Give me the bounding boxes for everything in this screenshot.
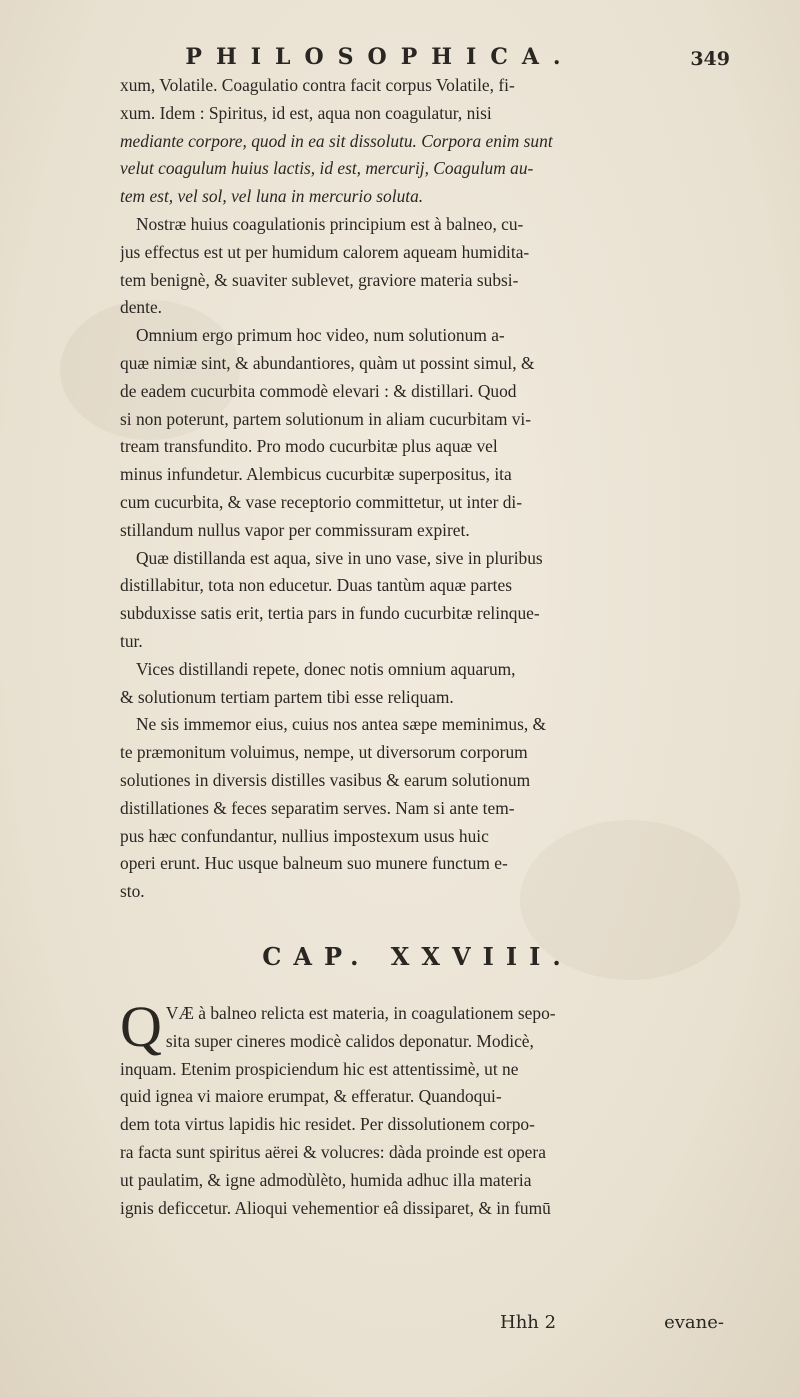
text-line: quid ignea vi maiore erumpat, & efferatur. Quandoqui- bbox=[120, 1086, 502, 1107]
text-line: inquam. Etenim prospiciendum hic est attentissimè, ut ne bbox=[120, 1058, 519, 1079]
text-line: subduxisse satis erit, tertia pars in fundo cucurbitæ relinque- bbox=[120, 603, 540, 624]
running-title: PHILOSOPHICA. bbox=[185, 44, 575, 70]
text-line: VÆ à balneo relicta est materia, in coagulationem sepo- bbox=[165, 1003, 556, 1023]
text-line: tream transfundito. Pro modo cucurbitæ plus aquæ vel bbox=[120, 436, 498, 457]
text-line: Omnium ergo primum hoc video, num solutionum a- bbox=[136, 325, 505, 346]
text-line: dem tota virtus lapidis hic residet. Per dissolutionem corpo- bbox=[120, 1114, 535, 1135]
text-line: ignis deficcetur. Alioqui vehementior eâ dissiparet, & in fumū bbox=[120, 1197, 551, 1218]
signature-mark: Hhh 2 bbox=[500, 1312, 557, 1333]
text-line: velut coagulum huius lactis, id est, mercurij, Coagulum au- bbox=[120, 158, 534, 179]
text-line: minus infundetur. Alembicus cucurbitæ superpositus, ita bbox=[120, 464, 512, 485]
paragraph bbox=[120, 72, 715, 211]
text-line: tem est, vel sol, vel luna in mercurio soluta. bbox=[120, 186, 424, 207]
catchword: evane- bbox=[664, 1312, 724, 1333]
text-line: xum, Volatile. Coagulatio contra facit corpus Volatile, fi- bbox=[120, 75, 515, 95]
text-line: te præmonitum voluimus, nempe, ut diversorum corporum bbox=[120, 742, 528, 763]
paragraph bbox=[120, 322, 715, 544]
text-line: xum. Idem : Spiritus, id est, aqua non coagulatur, nisi bbox=[120, 102, 492, 123]
text-line: cum cucurbita, & vase receptorio committetur, ut inter di- bbox=[120, 491, 523, 512]
paragraph bbox=[120, 656, 715, 712]
text-line: stillandum nullus vapor per commissuram expiret. bbox=[120, 519, 470, 540]
chapter-text bbox=[120, 994, 715, 1222]
text-line: ra facta sunt spiritus aërei & volucres: dàda proinde est opera bbox=[120, 1141, 546, 1162]
paragraph bbox=[120, 711, 715, 906]
chapter-heading: CAP. XXVIII. bbox=[262, 942, 573, 971]
paragraph bbox=[120, 545, 715, 656]
text-line: operi erunt. Huc usque balneum suo munere functum e- bbox=[120, 853, 508, 874]
text-line: jus effectus est ut per humidum calorem aqueam humidita- bbox=[120, 241, 530, 262]
text-line: Quæ distillanda est aqua, sive in uno vase, sive in pluribus bbox=[136, 547, 543, 568]
text-line: distillabitur, tota non educetur. Duas tantùm aquæ partes bbox=[120, 575, 512, 596]
text-line: solutiones in diversis distilles vasibus & earum solutionum bbox=[120, 769, 531, 790]
text-line: tem benignè, & suaviter sublevet, graviore materia subsi- bbox=[120, 269, 519, 290]
text-line: pus hæc confundantur, nullius impostexum usus huic bbox=[120, 825, 489, 846]
text-line: mediante corpore, quod in ea sit dissolutu. Corpora enim sunt bbox=[120, 130, 553, 151]
text-line: & solutionum tertiam partem tibi esse reliquam. bbox=[120, 686, 454, 707]
text-line: sto. bbox=[120, 881, 145, 902]
paragraph bbox=[120, 211, 715, 322]
text-line: si non poterunt, partem solutionum in aliam cucurbitam vi- bbox=[120, 408, 532, 429]
text-line: dente. bbox=[120, 297, 163, 318]
text-line: distillationes & feces separatim serves. Nam si ante tem- bbox=[120, 797, 515, 818]
body-text bbox=[120, 72, 715, 906]
text-line: Vices distillandi repete, donec notis omnium aquarum, bbox=[136, 658, 516, 679]
text-line: tur. bbox=[120, 630, 143, 651]
text-line: de eadem cucurbita commodè elevari : & distillari. Quod bbox=[120, 380, 517, 401]
page-number: 349 bbox=[690, 48, 730, 70]
text-line: Ne sis immemor eius, cuius nos antea sæpe meminimus, & bbox=[136, 714, 547, 735]
text-line: quæ nimiæ sint, & abundantiores, quàm ut possint simul, & bbox=[120, 352, 535, 373]
drop-cap: Q bbox=[120, 994, 162, 1059]
text-line: Nostræ huius coagulationis principium est à balneo, cu- bbox=[136, 213, 524, 234]
text-line: ut paulatim, & igne admodùlèto, humida adhuc illa materia bbox=[120, 1169, 532, 1190]
text-line: sita super cineres modicè calidos deponatur. Modicè, bbox=[165, 1030, 534, 1051]
